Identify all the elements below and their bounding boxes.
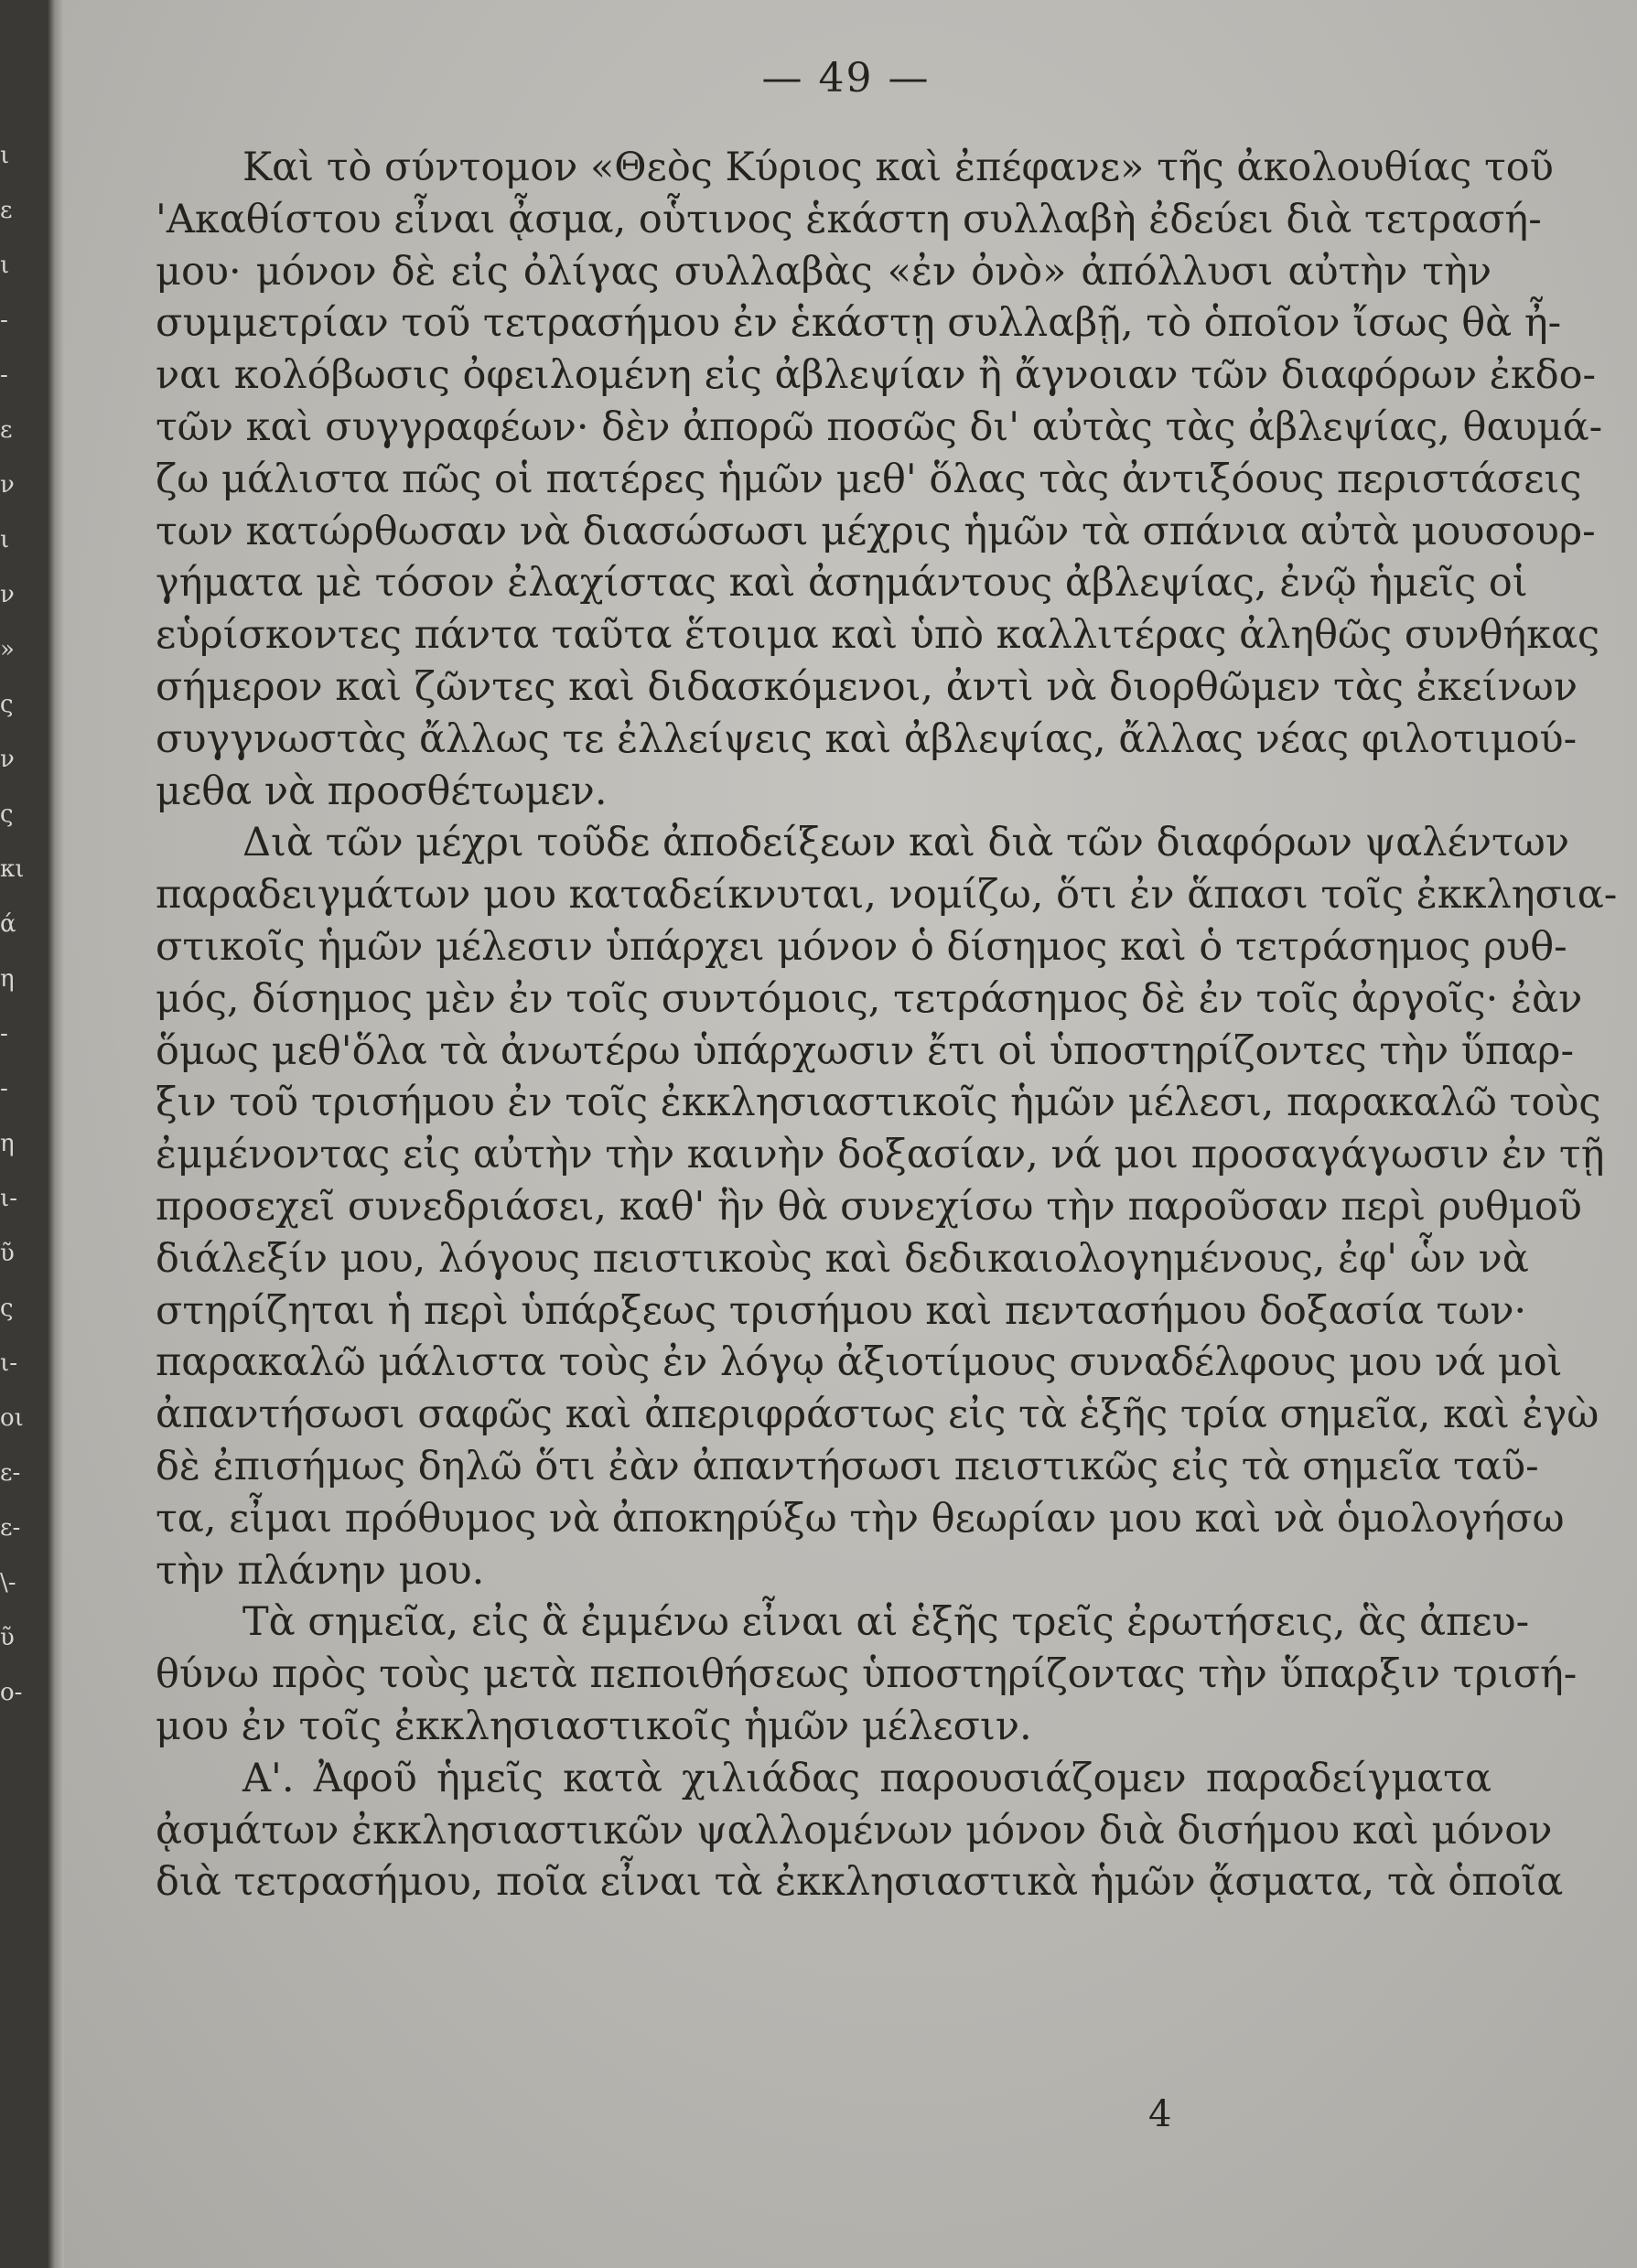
- text-line: διὰ τετρασήμου, ποῖα εἶναι τὰ ἐκκλησιαστικὰ ἡμῶν ᾄσματα, τὰ ὁποῖα: [156, 1859, 1564, 1906]
- text-line: Καὶ τὸ σύντομον «Θεὸς Κύριος καὶ ἐπέφανε» τῆς ἀκολουθίας τοῦ: [242, 145, 1554, 190]
- text-line: παρακαλῶ μάλιστα τοὺς ἐν λόγῳ ἀξιοτίμους συναδέλφους μου νά μοὶ: [156, 1339, 1563, 1386]
- text-line: των κατώρθωσαν νὰ διασώσωσι μέχρις ἡμῶν τὰ σπάνια αὐτὰ μουσουρ-: [156, 508, 1596, 554]
- text-line: τὴν πλάνην μου.: [156, 1547, 485, 1594]
- body-text: [156, 142, 1618, 1908]
- margin-fragment: οι: [0, 1404, 24, 1432]
- text-line: στικοῖς ἡμῶν μέλεσιν ὑπάρχει μόνον ὁ δίσημος καὶ ὁ τετράσημος ρυθ-: [156, 923, 1567, 970]
- text-line: μεθα νὰ προσθέτωμεν.: [156, 768, 608, 814]
- text-line: θύνω πρὸς τοὺς μετὰ πεποιθήσεως ὑποστηρίζοντας τὴν ὕπαρξιν τρισή-: [156, 1651, 1578, 1698]
- text-line: τῶν καὶ συγγραφέων· δὲν ἀπορῶ ποσῶς δι' αὐτὰς τὰς ἀβλεψίας, θαυμά-: [156, 403, 1603, 450]
- text-line: Διὰ τῶν μέχρι τοῦδε ἀποδείξεων καὶ διὰ τῶν διαφόρων ψαλέντων: [242, 820, 1569, 866]
- margin-fragment: ά: [0, 910, 16, 938]
- text-line: Τὰ σημεῖα, εἰς ἃ ἐμμένω εἶναι αἱ ἑξῆς τρεῖς ἐρωτήσεις, ἃς ἀπευ-: [242, 1599, 1530, 1646]
- margin-fragment: »: [0, 636, 15, 663]
- text-line: μός, δίσημος μὲν ἐν τοῖς συντόμοις, τετράσημος δὲ ἐν τοῖς ἀργοῖς· ἐὰν: [156, 975, 1583, 1022]
- text-line: συγγνωστὰς ἄλλως τε ἐλλείψεις καὶ ἀβλεψίας, ἄλλας νέας φιλοτιμού-: [156, 715, 1578, 762]
- text-line: συμμετρίαν τοῦ τετρασήμου ἐν ἑκάστῃ συλλαβῇ, τὸ ὁποῖον ἴσως θὰ ἦ-: [156, 300, 1562, 347]
- margin-fragment: ν: [0, 581, 15, 608]
- margin-fragment: ς: [0, 691, 14, 718]
- text-line: μου· μόνον δὲ εἰς ὀλίγας συλλαβὰς «ἐν ὀνὸ» ἀπόλλυσι αὐτὴν τὴν: [156, 248, 1492, 295]
- text-line: ναι κολόβωσις ὀφειλομένη εἰς ἀβλεψίαν ἢ ἄγνοιαν τῶν διαφόρων ἐκδο-: [156, 352, 1597, 399]
- signature-mark: 4: [1148, 2093, 1172, 2135]
- text-line: σήμερον καὶ ζῶντες καὶ διδασκόμενοι, ἀντὶ νὰ διορθῶμεν τὰς ἐκείνων: [156, 663, 1578, 710]
- text-line: γήματα μὲ τόσον ἐλαχίστας καὶ ἀσημάντους ἀβλεψίας, ἐνῷ ἡμεῖς οἱ: [156, 560, 1528, 607]
- margin-fragment: ς: [0, 1295, 14, 1322]
- text-line: ζω μάλιστα πῶς οἱ πατέρες ἡμῶν μεθ' ὅλας τὰς ἀντιξόους περιστάσεις: [156, 456, 1582, 502]
- text-line: ἐμμένοντας εἰς αὐτὴν τὴν καινὴν δοξασίαν, νά μοι προσαγάγωσιν ἐν τῇ: [156, 1132, 1605, 1178]
- margin-fragment: ο-: [0, 1679, 23, 1706]
- margin-fragment: η: [0, 965, 15, 993]
- margin-fragment: ε: [0, 197, 13, 224]
- previous-page-margin-fragments: [0, 128, 25, 1720]
- margin-fragment: -: [0, 306, 8, 334]
- text-line: ᾀσμάτων ἐκκλησιαστικῶν ψαλλομένων μόνον διὰ δισήμου καὶ μόνον: [156, 1807, 1553, 1854]
- margin-fragment: ς: [0, 801, 14, 828]
- margin-fragment: \-: [0, 1569, 16, 1596]
- margin-fragment: ι-: [0, 1349, 17, 1377]
- margin-fragment: ε: [0, 416, 13, 444]
- margin-fragment: ν: [0, 471, 15, 499]
- margin-fragment: ι-: [0, 1185, 17, 1212]
- text-line: δὲ ἐπισήμως δηλῶ ὅτι ἐὰν ἀπαντήσωσι πειστικῶς εἰς τὰ σημεῖα ταῦ-: [156, 1443, 1539, 1489]
- text-line: Α'. Ἀφοῦ ἡμεῖς κατὰ χιλιάδας παρουσιάζομεν παραδείγματα: [242, 1755, 1492, 1801]
- margin-fragment: ῦ: [0, 1240, 15, 1267]
- margin-fragment: -: [0, 1075, 8, 1102]
- text-line: ἀπαντήσωσι σαφῶς καὶ ἀπεριφράστως εἰς τὰ ἑξῆς τρία σημεῖα, καὶ ἐγὼ: [156, 1392, 1599, 1438]
- text-line: ὅμως μεθ'ὅλα τὰ ἀνωτέρω ὑπάρχωσιν ἔτι οἱ ὑποστηρίζοντες τὴν ὕπαρ-: [156, 1027, 1574, 1074]
- margin-fragment: κι: [0, 855, 25, 883]
- margin-fragment: ι: [0, 526, 10, 554]
- margin-fragment: ι: [0, 142, 10, 169]
- text-line: προσεχεῖ συνεδριάσει, καθ' ἣν θὰ συνεχίσω τὴν παροῦσαν περὶ ρυθμοῦ: [156, 1183, 1582, 1230]
- margin-fragment: ε-: [0, 1514, 21, 1542]
- margin-fragment: -: [0, 1020, 8, 1048]
- page-number: — 49 —: [761, 55, 931, 102]
- text-line: 'Ακαθίστου εἶναι ᾆσμα, οὗτινος ἑκάστη συλλαβὴ ἐδεύει διὰ τετρασή-: [156, 196, 1542, 242]
- text-line: εὑρίσκοντες πάντα ταῦτα ἕτοιμα καὶ ὑπὸ καλλιτέρας ἀληθῶς συνθήκας: [156, 612, 1600, 659]
- margin-fragment: ε-: [0, 1459, 21, 1487]
- text-line: στηρίζηται ἡ περὶ ὑπάρξεως τρισήμου καὶ πεντασήμου δοξασία των·: [156, 1287, 1527, 1334]
- margin-fragment: ῦ: [0, 1624, 15, 1651]
- margin-fragment: -: [0, 361, 8, 389]
- margin-fragment: η: [0, 1130, 15, 1157]
- text-line: διάλεξίν μου, λόγους πειστικοὺς καὶ δεδικαιολογημένους, ἐφ' ὧν νὰ: [156, 1235, 1529, 1282]
- margin-fragment: ι: [0, 252, 10, 279]
- text-line: μου ἐν τοῖς ἐκκλησιαστικοῖς ἡμῶν μέλεσιν.: [156, 1703, 1032, 1749]
- text-line: ξιν τοῦ τρισήμου ἐν τοῖς ἐκκλησιαστικοῖς ἡμῶν μέλεσι, παρακαλῶ τοὺς: [156, 1080, 1601, 1126]
- text-line: παραδειγμάτων μου καταδείκνυται, νομίζω, ὅτι ἐν ἅπασι τοῖς ἐκκλησια-: [156, 872, 1618, 919]
- text-line: τα, εἶμαι πρόθυμος νὰ ἀποκηρύξω τὴν θεωρίαν μου καὶ νὰ ὁμολογήσω: [156, 1495, 1565, 1542]
- margin-fragment: ν: [0, 746, 15, 773]
